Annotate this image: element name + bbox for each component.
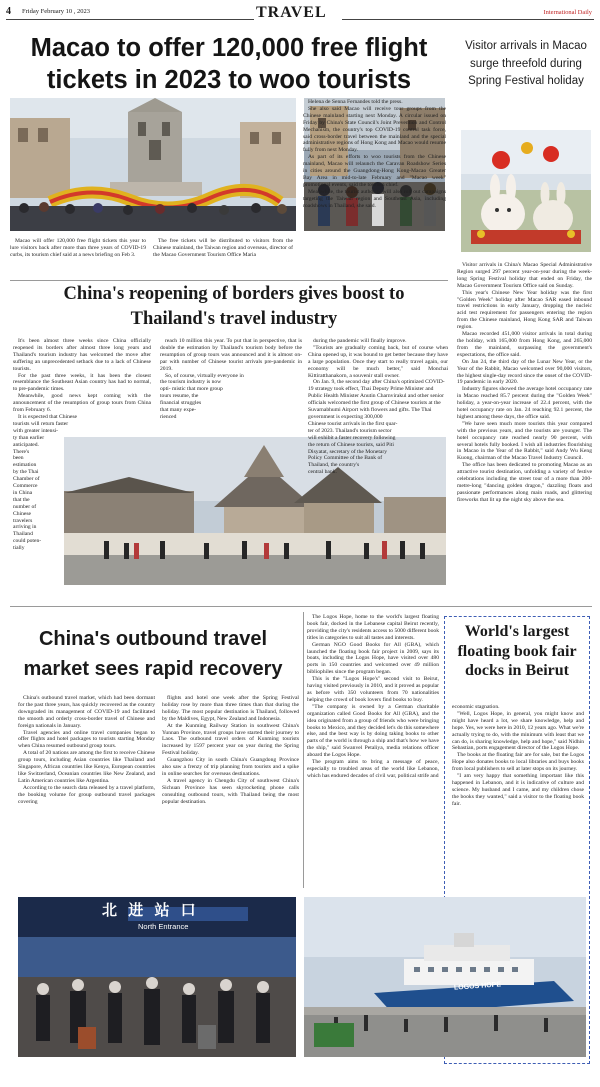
spring-festival-decor-photo [461, 130, 591, 252]
macao-story-column [457, 262, 592, 600]
page-number: 4 [6, 6, 11, 17]
story2-column-3 [308, 338, 448, 476]
macao-ruins-parade-photo [10, 98, 296, 231]
story3-paragraph: China's outbound travel market, which had been dormant for the past three years, has quickly recovered as the country downgraded its management of COVID-19 and facilitated the smooth and orderly cross-border travel of Chinese and foreign nationals in January. [18, 695, 155, 729]
story3-paragraph: According to the search data released by a travel platform, the booking volume for group outbound travel packages covering [18, 784, 155, 805]
story3-paragraph: Travel agencies and online travel companies began to offer flights and hotel packages to tourists starting Monday when China resumed outbound group tours. [18, 729, 155, 750]
newspaper-name: International Daily [543, 9, 592, 16]
story2-paragraph: Meanwhile, good news kept coming with the announcement of the resumption of group tours from China from February 6. [13, 393, 151, 414]
story4-headline: World's largest floating book fair docks in Beirut [457, 623, 577, 679]
story3-paragraph: flights and hotel one week after the Spring Festival holiday rose by more than three times than that during the holiday. The most popular destination is Thailand, followed by the Maldives, Egypt, New Zealand and Indonesia. [162, 695, 299, 722]
story1-paragraph: Macao will offer 120,000 free flight tickets this year to lure visitors back after more than three years of COVID-19 curbs, its tourism chief said at a news briefing on Feb 3. [10, 238, 146, 258]
logos-hope-ship-photo [304, 897, 586, 1057]
story4-paragraph: "I am very happy that something important like this happened in Lebanon, and it is indicative of culture and science. My husband and I came, and my children chose the books they wanted," said a visitor to the floating book fair. [452, 773, 584, 807]
issue-date: Friday February 10 , 2023 [22, 8, 91, 15]
story2-paragraph: So, of course, virtually everyone in the tourism industry is now opti- mistic that more group tours resume, the financial struggles that many expe- rienced [160, 372, 244, 420]
railway-station-photo [18, 897, 296, 1057]
story1-paragraph: As part of its efforts to woo tourists from the Chinese mainland, Macao will relaunch the Caravan Roadshow Series in cities around the Guangdong-Hong Kong-Macao Greater Bay Area in mid-to-late February and "Macao week" promotional events, said the tourism chief. [303, 154, 446, 188]
story1-column-3 [303, 99, 446, 277]
story3-paragraph: A total of 20 nations are among the first to receive Chinese group tours, including Asian countries like Thailand and Singapore, African countries like Kenya, European countries like Switzerland, Oceanian countries like New Zealand, and Latin American countries like Argentina. [18, 750, 155, 784]
story2-paragraph: For the past three weeks, it has been the closest resemblance the Southeast Asian country has had to normal, to pre-pandemic times. [13, 372, 151, 393]
story3-paragraph: Guangzhou City in south China's Guangdong Province also saw a frenzy of trip planning from tourists and a spike in online searches for overseas destinations. [162, 757, 299, 777]
macao-paragraph: Macao recorded 451,000 visitor arrivals in total during the holiday, with 165,000 from Hong Kong, and 265,000 from the mainland, surpassing the government's expectations, the office said. [457, 331, 592, 358]
story2-paragraph: "Tourists are gradually coming back, but of course when China opened up, it was bound to get better because they have a large population. Once they start to really travel again, our economy will be much better," said Monchai Kittiratthanakorn, a souvenir stall owner. [308, 344, 448, 379]
macao-paragraph: Visitor arrivals in China's Macao Special Administrative Region surged 297 percent year-on-year during the week-long Spring Festival holiday that ended on Friday, the Macao Government Tourism Office said on Sunday. [457, 262, 592, 289]
story3-paragraph: At the Kunming Railway Station in southwest China's Yunnan Province, travel groups have started their journey to Laos. The outbound travel orders of Kunming tourists increased by 1597 percent year on year during the Spring Festival holiday. [162, 722, 299, 757]
station-sign-english: North Entrance [138, 922, 189, 931]
story4-paragraph: "Well, Logos Hope, in general, you might know and might have heard a lot, we share knowledge, help and hope. Yes, we were here in 2010, 12 years ago. What we're actually trying to do, with the minimum with least that we can do, is sharing knowledge, help and hope," said Nidhin Sebastian, ports engagement director of the Logos Hope. [452, 710, 584, 752]
story3-column-1 [18, 695, 155, 887]
ship-name-label: LOGOS HOPE [453, 981, 502, 992]
header-rule-left [6, 19, 254, 20]
macao-paragraph: "We have seen much more tourists this year compared with the previous years, and the tourists are younger. The hotel occupancy rate reached nearly 90 percent, with several hotels fully booked. I wish all industries flourishing in Macao in the Year of the Rabbit," said Andy Wu Keng Kuong, chairman of the Macao Travel Industry Council. [457, 420, 592, 462]
story2-column-2 [160, 338, 302, 436]
story4-paragraph: The Logos Hope, home to the world's largest floating book fair, docked in the Lebanese capital Beirut recently, providing the city's residents access to 5000 different book titles in categories to suit all tastes and interests. [307, 614, 439, 641]
story4-paragraph: German NGO Good Books for All (GBA), which launched the floating book fair project in 2009, says its boats, including the Logos Hope, have visited over 480 ports in 150 countries and welcomed over 49 million bibliophiles since the program began. [307, 641, 439, 676]
story4-paragraph: The books at the floating fair are for sale, but the Logos Hope also donates books to local libraries and buys books from local publishers to sell at later stops on its journey. [452, 752, 584, 773]
macao-paragraph: This year's Chinese New Year holiday was the first "Golden Week" holiday after Macao SAR eased inbound travel restrictions in early January, dropping the nucleic acid test requirement for passengers entering the region from the Chinese mainland, Hong Kong SAR and Taiwan region. [457, 289, 592, 331]
story-divider [10, 606, 592, 607]
story1-paragraph: Helena de Senna Fernandes told the press. [308, 99, 403, 105]
story2-headline: China's reopening of borders gives boost to Thailand's travel industry [63, 284, 405, 329]
story4-column-right [452, 704, 584, 900]
story1-paragraph: Meanwhile, the tourist authority will also roll out campaigns targeting the Taiwan region and Southeast Asia, including roadshows in Thailand, she said. [303, 188, 446, 209]
macao-paragraph: Industry figures showed the average hotel occupancy rate in Macao reached 85.7 percent during the "Golden Week" holiday, a year-on-year increase of 22.4 percent, with the hotel occupancy rate on Jan. 24 reaching 92.1 percent, the highest among these days, the office said. [457, 386, 592, 420]
story1-column-2 [153, 238, 293, 280]
story2-paragraph: It's been almost three weeks since China officially reopened its borders after almost three long years and Thailand's tourism industry has welcomed the move after suffering an unprecedented setback due to a lack of Chinese tourists. [13, 338, 151, 372]
header-rule-right [342, 19, 594, 20]
story4-paragraph: "The company is owned by a German charitable organization called Good Books for All (GBA), and the idea originated from a group of friends who were bringing books to Mexico, and they decided let's do this somewhere else, and the best way is by doing taking books to other parts of the world is through a ship and that's how we have the ship," said Swanvel Petaliya, media relations officer aboard the Logos Hope. [307, 703, 439, 759]
column-divider [303, 612, 304, 888]
story4-paragraph: The program aims to bring a message of peace, especially to troubled areas of the world like Lebanon, which has endured decades of civil war, political strife and [307, 759, 439, 779]
station-sign-chinese: 北 进 站 口 [102, 901, 199, 919]
macao-paragraph: The office has been dedicated to promoting Macao as an attractive tourist destination, unfolding a variety of festive celebrations including the street tour of a more than 200-metre-long "dancing golden dragon," dazzling floats and passionate performances along main roads, and glittering fireworks that lit up the night sky above the sea. [457, 462, 592, 503]
story1-column-1 [10, 238, 146, 280]
story2-paragraph: during the pandemic will finally improve. [313, 338, 407, 344]
story3-column-2 [162, 695, 299, 887]
macao-paragraph: On Jan 24, the third day of the Lunar New Year, or the Year of the Rabbit, Macao welcomed over 90,000 visitors, the highest single-day record since the onset of the COVID-19 pandemic in early 2020. [457, 358, 592, 386]
story3-paragraph: A travel agency in Chengdu City of southwest China's Sichuan Province has seen skyrocketing phone calls consulting outbound tours, with Thailand being the most popular destination. [162, 777, 299, 805]
pullquote-headline: Visitor arrivals in Macao surge threefold during Spring Festival holiday [465, 40, 587, 87]
story1-paragraph: She also said Macao will receive tour groups from the Chinese mainland starting next Monday. A circular issued on Friday by China's State Council's Joint Prevention and Control Mechanism, the country's top COVID-19 control task force, said cross-border travel between the mainland and the special administrative regions of Hong Kong and Macao would resume fully from next Monday. [303, 105, 446, 154]
story-divider [10, 280, 448, 281]
story3-headline: China's outbound travel market sees rapid recovery [23, 628, 283, 680]
story4-column-middle [307, 614, 439, 890]
section-title: TRAVEL [256, 4, 327, 21]
story2-paragraph: reach 10 million this year. To put that in perspective, that is double the estimation by Thailand's tourism body before the resumption of group tours was announced and it is almost on-par with number of Chinese tourist arrivals pre-pandemic in 2019. [160, 338, 302, 372]
story2-paragraph: It is expected that Chinese tourists will return faster with greater intensi- ty than earlier anticipated. There's been estimation by the Thai Chamber of Commerce in China that the number of Chinese travelers arriving in Thailand could poten- tially [13, 413, 78, 552]
story2-paragraph: On Jan. 9, the second day after China's optimized COVID-19 strategy took effect, Thai Deputy Prime Minister and Public Health Minister Anutin Charnvirakul and other senior officials welcomed the first group of Chinese tourists at the Suvarnabhumi Airport with flowers and gifts. The Thai government is expecting 300,000 Chinese tourist arrivals in the first quar- ter of 2023. Thailand's tourism sector will exhibit a faster recovery following the return of Chinese tourists, said Piti Disyatat, secretary of the Monetary Policy Committee of the Bank of Thailand, the country's central bank. [308, 379, 445, 476]
story1-headline: Macao to offer 120,000 free flight tickets in 2023 to woo tourists [30, 34, 428, 94]
story4-paragraph: economic stagnation. [452, 704, 500, 710]
story2-column-1 [13, 338, 151, 578]
story1-paragraph: The free tickets will be distributed to visitors from the Chinese mainland, the Taiwan region and overseas, director of the Macao Government Tourism Office Maria [153, 238, 293, 258]
story4-paragraph: This is the "Logos Hope's" second visit to Beirut, having visited previously in 2010, and it proved as popular as before with 350 volunteers from 70 nationalities helping the crowd of book lovers find books to buy. [307, 676, 439, 703]
